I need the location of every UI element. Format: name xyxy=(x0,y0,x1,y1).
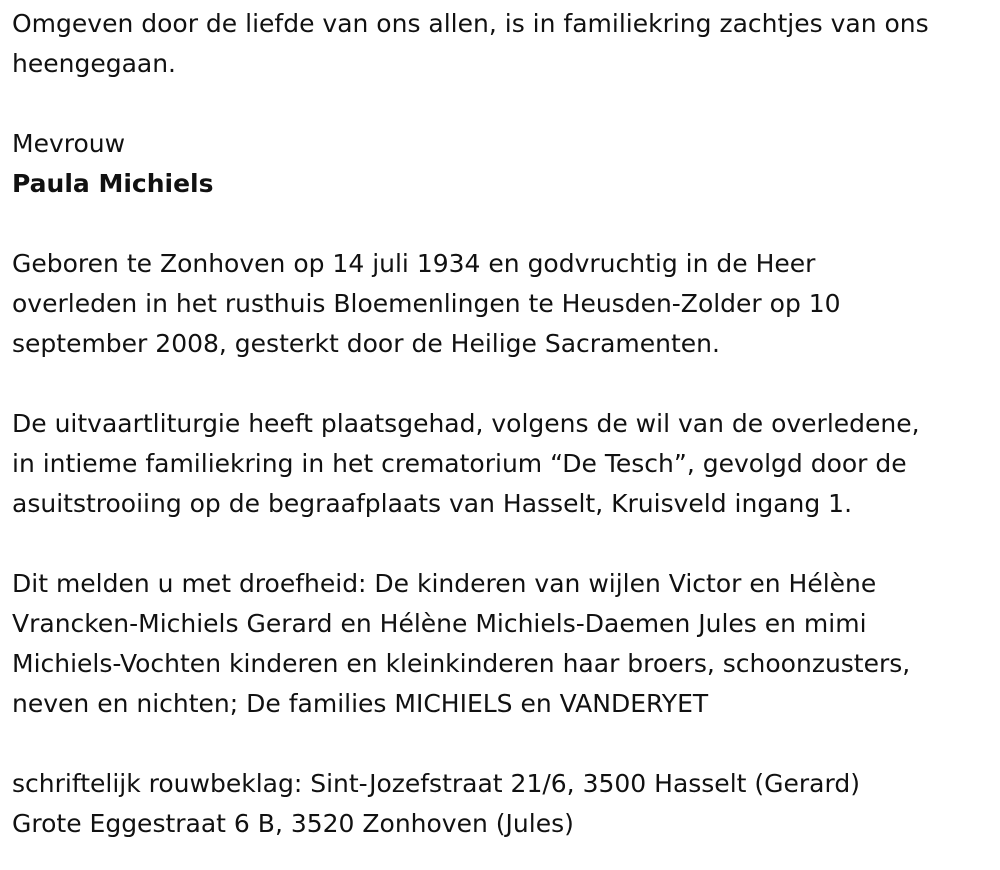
funeral-text: De uitvaartliturgie heeft plaatsgehad, volgens de wil van de overledene, in intieme familiekring in het crematorium “De Tesch”, gevolgd door de asuitstrooiing op de begraafplaats van Hasselt, Kruisveld ingang 1. xyxy=(12,409,920,518)
spacer xyxy=(12,364,992,404)
spacer xyxy=(12,724,992,764)
salutation-text: Mevrouw xyxy=(12,129,126,158)
spacer xyxy=(12,524,992,564)
spacer xyxy=(12,204,992,244)
announcement-text: Dit melden u met droefheid: De kinderen van wijlen Victor en Hélène Vrancken-Michiels Gerard en Hélène Michiels-Daemen Jules en mimi Michiels-Vochten kinderen en kleinkinderen haar broers, schoonzusters, neven en nichten; De families MICHIELS en VANDERYET xyxy=(12,569,911,718)
spacer xyxy=(12,84,992,124)
deceased-name: Paula Michiels xyxy=(12,169,214,198)
birth-death-text: Geboren te Zonhoven op 14 juli 1934 en godvruchtig in de Heer overleden in het rusthuis Bloemenlingen te Heusden-Zolder op 10 september 2008, gesterkt door de Heilige Sacramenten. xyxy=(12,249,841,358)
intro-text: Omgeven door de liefde van ons allen, is in familiekring zachtjes van ons heengegaan. xyxy=(12,9,929,78)
condolence-text: schriftelijk rouwbeklag: Sint-Jozefstraat 21/6, 3500 Hasselt (Gerard) Grote Eggestraat 6 B, 3520 Zonhoven (Jules) xyxy=(12,769,860,838)
obituary-notice xyxy=(12,4,992,844)
